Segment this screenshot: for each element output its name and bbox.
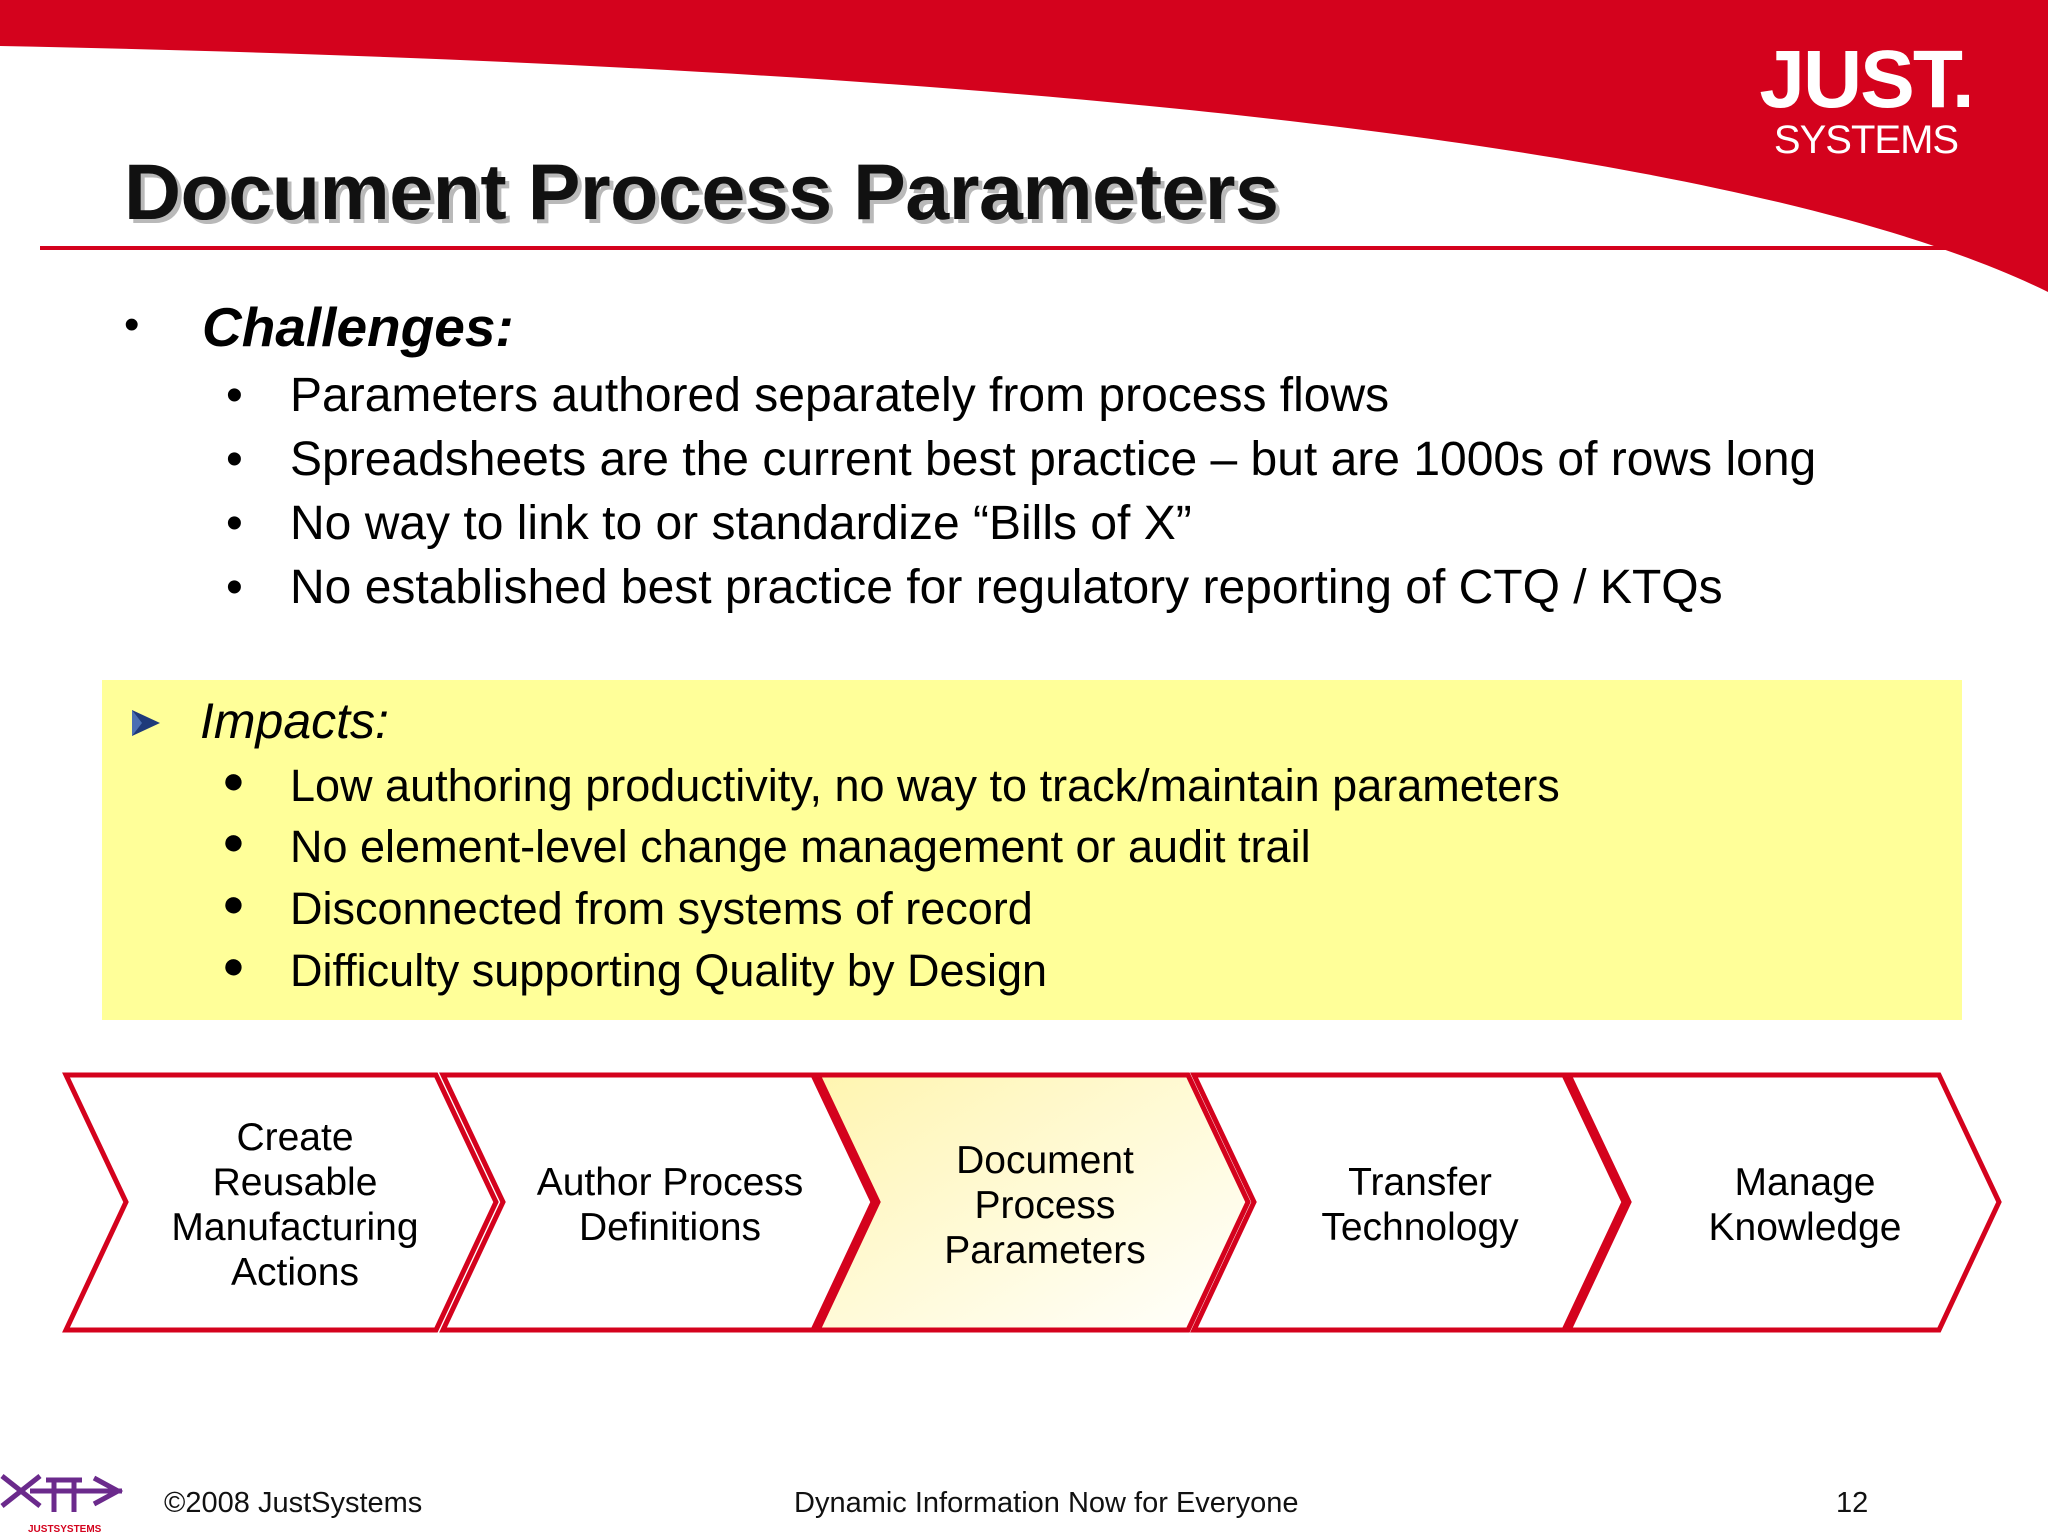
bullet-dot: ●: [222, 821, 245, 863]
process-step-document-parameters: Document Process Parameters: [944, 1138, 1146, 1272]
impacts-heading: Impacts:: [200, 693, 389, 749]
bullet-dot: ●: [222, 760, 245, 802]
bullet-dot: ●: [222, 883, 245, 925]
challenge-item-text: Parameters authored separately from process flows: [290, 369, 1390, 422]
impact-item-text: Difficulty supporting Quality by Design: [290, 945, 1048, 996]
justsystems-logo: [1736, 34, 1996, 162]
challenges-bullet: •: [124, 300, 140, 349]
footer-logo-text: JUSTSYSTEMS: [28, 1524, 102, 1535]
process-step-create-actions: Create Reusable Manufacturing Actions: [171, 1116, 419, 1294]
challenges-heading: Challenges:: [202, 296, 514, 358]
title-divider: [40, 246, 1960, 250]
footer-copyright: ©2008 JustSystems: [164, 1487, 423, 1519]
process-step-author-definitions: Author Process Definitions: [536, 1161, 804, 1249]
justsystems-footer-logo: [0, 1466, 130, 1536]
bullet-dot: •: [226, 369, 243, 422]
bullet-dot: •: [226, 433, 243, 486]
process-step-transfer-technology: Transfer Technology: [1321, 1161, 1519, 1249]
logo-main-text: JUST.: [1759, 34, 1973, 125]
logo-sub-text: SYSTEMS: [1773, 118, 1959, 162]
process-step-manage-knowledge: Manage Knowledge: [1708, 1161, 1902, 1249]
bullet-dot: ●: [222, 945, 245, 987]
bullet-dot: •: [226, 561, 243, 614]
footer-tagline: Dynamic Information Now for Everyone: [794, 1487, 1299, 1519]
challenge-item-text: No way to link to or standardize “Bills of X”: [290, 497, 1192, 550]
impact-item-text: Disconnected from systems of record: [290, 883, 1033, 934]
triangle-arrow-icon: [130, 708, 162, 738]
challenge-item-text: No established best practice for regulatory reporting of CTQ / KTQs: [290, 561, 1723, 614]
impact-item-text: No element-level change management or audit trail: [290, 821, 1311, 872]
slide-title: Document Process Parameters: [124, 147, 1279, 236]
challenge-item-text: Spreadsheets are the current best practice – but are 1000s of rows long: [290, 433, 1817, 486]
page-number: 12: [1836, 1487, 1869, 1519]
impact-item-text: Low authoring productivity, no way to track/maintain parameters: [290, 760, 1560, 811]
bullet-dot: •: [226, 497, 243, 550]
